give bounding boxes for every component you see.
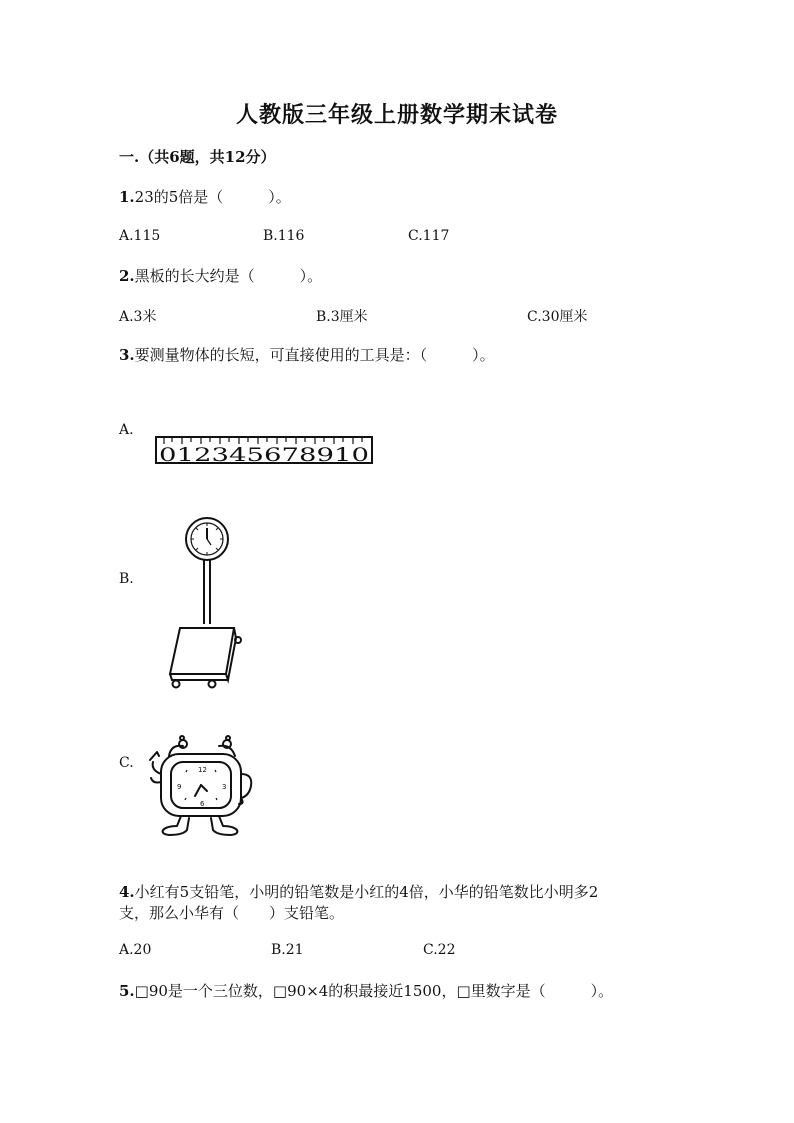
q4-option-c: C.22 (423, 942, 456, 958)
question-number: 3. (119, 346, 135, 364)
question-number: 4. (119, 883, 135, 901)
svg-text:3: 3 (222, 783, 227, 791)
q1-option-c: C.117 (408, 228, 450, 244)
section-heading: 一.（共6题，共12分） (119, 148, 276, 166)
alarm-clock-image (145, 734, 265, 840)
question-4 (119, 881, 598, 902)
q1-option-b: B.116 (263, 228, 305, 244)
question-2 (119, 265, 322, 286)
question-text: □90是一个三位数，□90×4的积最接近1500，□里数字是（ ）。 (134, 982, 614, 1000)
question-text: 23的5倍是（ ）。 (134, 188, 291, 206)
ruler-image (155, 436, 375, 466)
ruler-digits: 012345678910 (159, 444, 369, 466)
q1-option-a: A.115 (119, 228, 161, 244)
q3-option-c-label: C. (119, 755, 134, 771)
q2-option-c: C.30厘米 (527, 309, 588, 325)
question-3 (119, 344, 495, 365)
question-5 (119, 980, 613, 1001)
q4-option-a: A.20 (119, 942, 152, 958)
q2-option-b: B.3厘米 (316, 309, 368, 325)
q2-option-a: A.3米 (119, 309, 157, 325)
platform-scale-image (162, 512, 252, 692)
question-4-line2: 支，那么小华有（ ）支铅笔。 (119, 904, 345, 922)
svg-text:9: 9 (177, 783, 182, 791)
q3-option-b-label: B. (119, 571, 134, 587)
svg-text:6: 6 (200, 800, 205, 808)
page-title: 人教版三年级上册数学期末试卷 (235, 102, 558, 128)
question-text: 黑板的长大约是（ ）。 (134, 267, 323, 285)
question-number: 1. (119, 188, 135, 206)
q3-option-a-label: A. (119, 422, 134, 438)
svg-text:12: 12 (198, 766, 207, 774)
question-text: 要测量物体的长短，可直接使用的工具是：（ ）。 (134, 346, 495, 364)
question-number: 2. (119, 267, 135, 285)
question-text-line1: 小红有5支铅笔，小明的铅笔数是小红的4倍，小华的铅笔数比小明多2 (134, 883, 599, 901)
q4-option-b: B.21 (271, 942, 304, 958)
question-number: 5. (119, 982, 135, 1000)
question-1 (119, 186, 291, 207)
